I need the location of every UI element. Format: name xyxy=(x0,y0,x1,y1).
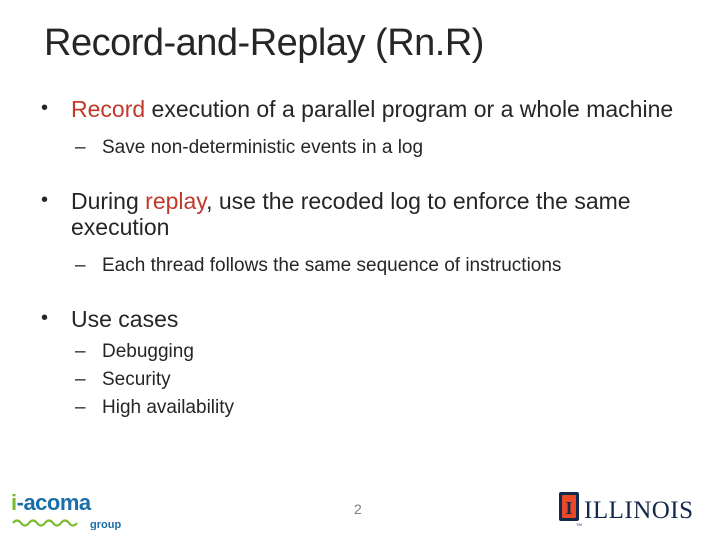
illinois-logo xyxy=(558,491,700,527)
bullet-marker: • xyxy=(41,97,49,119)
sub-bullet-text: Save non-deterministic events in a log xyxy=(102,137,424,158)
bullet-text: , use the recoded log to enforce the same execution xyxy=(71,188,631,240)
accent-word-replay: replay xyxy=(145,188,207,214)
sub-bullet-save-events xyxy=(38,134,698,162)
dash-marker: – xyxy=(75,341,86,362)
sub-bullet-text: Each thread follows the same sequence of instructions xyxy=(102,255,562,276)
dash-marker: – xyxy=(75,137,86,158)
bullet-prefix: During xyxy=(71,188,146,214)
accent-word-record: Record xyxy=(71,96,146,122)
logo-acoma-word: -acoma xyxy=(16,490,91,515)
logo-group-word: group xyxy=(90,519,122,530)
dash-marker: – xyxy=(75,369,86,390)
bullet-replay xyxy=(38,188,698,240)
bullet-use-cases xyxy=(38,306,698,332)
sub-bullet-text: Security xyxy=(102,369,171,390)
wave-icon xyxy=(13,521,77,526)
logo-i-letter: i xyxy=(11,490,17,515)
slide-title: Record-and-Replay (Rn.R) xyxy=(44,22,484,64)
sub-bullet-high-availability xyxy=(38,394,698,422)
dash-marker: – xyxy=(75,397,86,418)
svg-text:i-acoma xyxy=(11,490,92,515)
block-i-letter: I xyxy=(565,498,573,518)
sub-bullet-thread-sequence xyxy=(38,252,698,280)
sub-bullet-debugging xyxy=(38,338,698,366)
trademark-mark: TM xyxy=(576,522,582,527)
page-number: 2 xyxy=(354,501,362,517)
bullet-marker: • xyxy=(41,189,49,211)
dash-marker: – xyxy=(75,255,86,276)
bullet-marker: • xyxy=(41,307,49,329)
illinois-wordmark: ILLINOIS xyxy=(584,497,694,524)
sub-bullet-text: High availability xyxy=(102,397,235,418)
slide-body xyxy=(38,96,698,422)
sub-bullet-security xyxy=(38,366,698,394)
bullet-text: Use cases xyxy=(71,306,179,332)
bullet-record xyxy=(38,96,698,122)
bullet-text: execution of a parallel program or a whole machine xyxy=(145,96,674,122)
i-acoma-logo xyxy=(10,490,138,530)
sub-bullet-text: Debugging xyxy=(102,341,194,362)
